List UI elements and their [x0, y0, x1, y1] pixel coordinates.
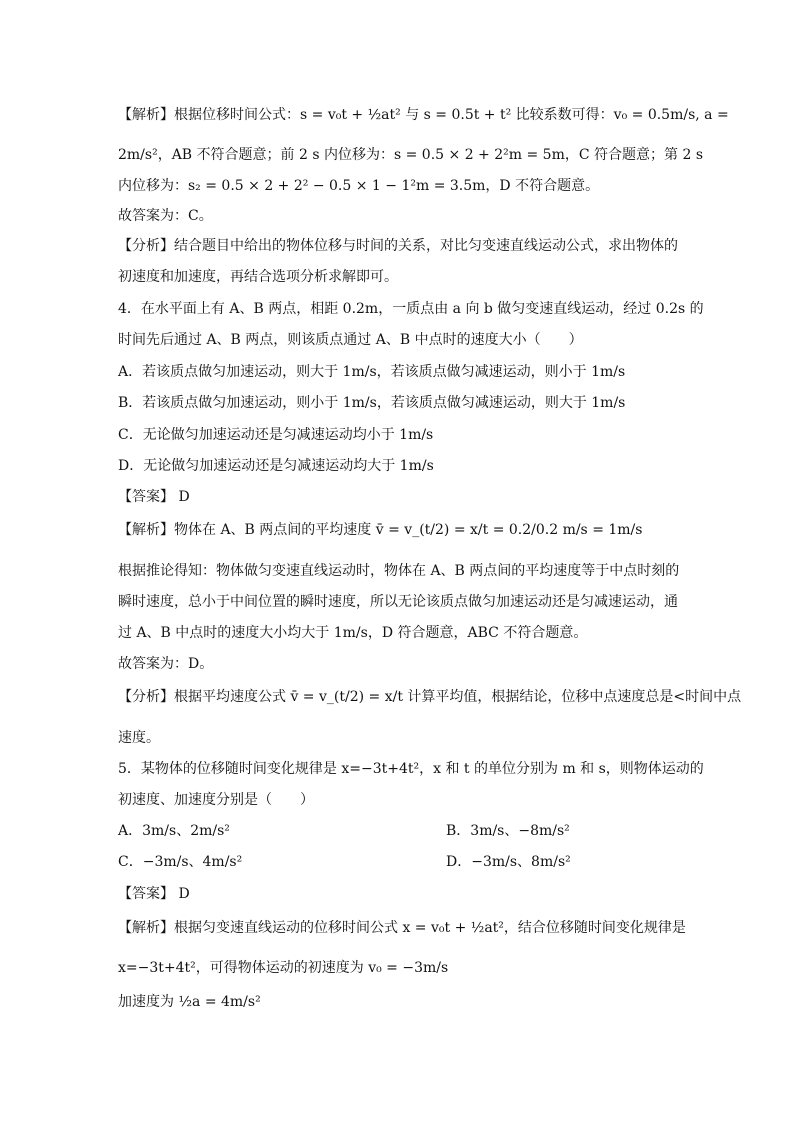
text-line: C．无论做匀加速运动还是匀减速运动均小于 1m/s: [118, 427, 434, 443]
text-line: D．无论做匀加速运动还是匀减速运动均大于 1m/s: [118, 458, 434, 474]
text-line: 瞬时速度，总小于中间位置的瞬时速度，所以无论该质点做匀加速运动还是匀减速运动，通: [118, 594, 678, 610]
text-line: 2m/s²，AB 不符合题意；前 2 s 内位移为：s = 0.5 × 2 + 2²m = 5m，C 符合题意；第 2 s: [118, 147, 703, 163]
option-left: C．−3m/s、4m/s²: [118, 854, 243, 870]
option-row: [118, 821, 678, 841]
text-line: 5．某物体的位移随时间变化规律是 x=−3t+4t²，x 和 t 的单位分别为 m 和 s，则物体运动的: [118, 761, 704, 777]
text-line: B．若该质点做匀加速运动，则小于 1m/s，若该质点做匀减速运动，则大于 1m/s: [118, 395, 626, 411]
text-line: 内位移为：s₂ = 0.5 × 2 + 2² − 0.5 × 1 − 1²m = 3.5m，D 不符合题意。: [118, 178, 600, 194]
text-line: 4．在水平面上有 A、B 两点，相距 0.2m，一质点由 a 向 b 做匀变速直线运动，经过 0.2s 的: [118, 301, 704, 317]
text-line: 时间先后通过 A、B 两点，则该质点通过 A、B 中点时的速度大小（ ）: [118, 332, 583, 348]
option-right: D．−3m/s、8m/s²: [446, 854, 571, 870]
text-line: 【分析】结合题目中给出的物体位移与时间的关系，对比匀变速直线运动公式，求出物体的: [118, 238, 678, 254]
text-line: 【解析】物体在 A、B 两点间的平均速度 v̄ = v_(t/2) = x/t = 0.2/0.2 m/s = 1m/s: [118, 522, 643, 538]
text-line: 初速度和加速度，再结合选项分析求解即可。: [118, 269, 398, 285]
text-line: 【答案】 D: [118, 886, 190, 902]
text-line: 故答案为：C。: [118, 208, 213, 224]
text-line: 根据推论得知：物体做匀变速直线运动时，物体在 A、B 两点间的平均速度等于中点时刻的: [118, 563, 680, 579]
option-row: [118, 852, 678, 872]
text-line: 【分析】根据平均速度公式 v̄ = v_(t/2) = x/t 计算平均值，根据结论，位移中点速度总是<时间中点: [118, 689, 742, 705]
text-line: A．若该质点做匀加速运动，则大于 1m/s，若该质点做匀减速运动，则小于 1m/s: [118, 364, 626, 380]
text-line: 【答案】 D: [118, 489, 190, 505]
text-line: 【解析】根据匀变速直线运动的位移时间公式 x = v₀t + ½at²，结合位移随时间变化规律是: [118, 920, 686, 936]
text-line: 加速度为 ½a = 4m/s²: [118, 994, 261, 1010]
text-line: 故答案为：D。: [118, 656, 214, 672]
option-left: A．3m/s、2m/s²: [118, 823, 230, 839]
text-line: x=−3t+4t²，可得物体运动的初速度为 v₀ = −3m/s: [118, 960, 449, 976]
option-right: B．3m/s、−8m/s²: [446, 823, 570, 839]
text-line: 过 A、B 中点时的速度大小均大于 1m/s，D 符合题意，ABC 不符合题意。: [118, 625, 588, 641]
text-line: 【解析】根据位移时间公式：s = v₀t + ½at² 与 s = 0.5t + t² 比较系数可得：v₀ = 0.5m/s, a =: [118, 107, 729, 123]
text-line: 初速度、加速度分别是（ ）: [118, 792, 314, 808]
text-line: 速度。: [118, 730, 160, 746]
